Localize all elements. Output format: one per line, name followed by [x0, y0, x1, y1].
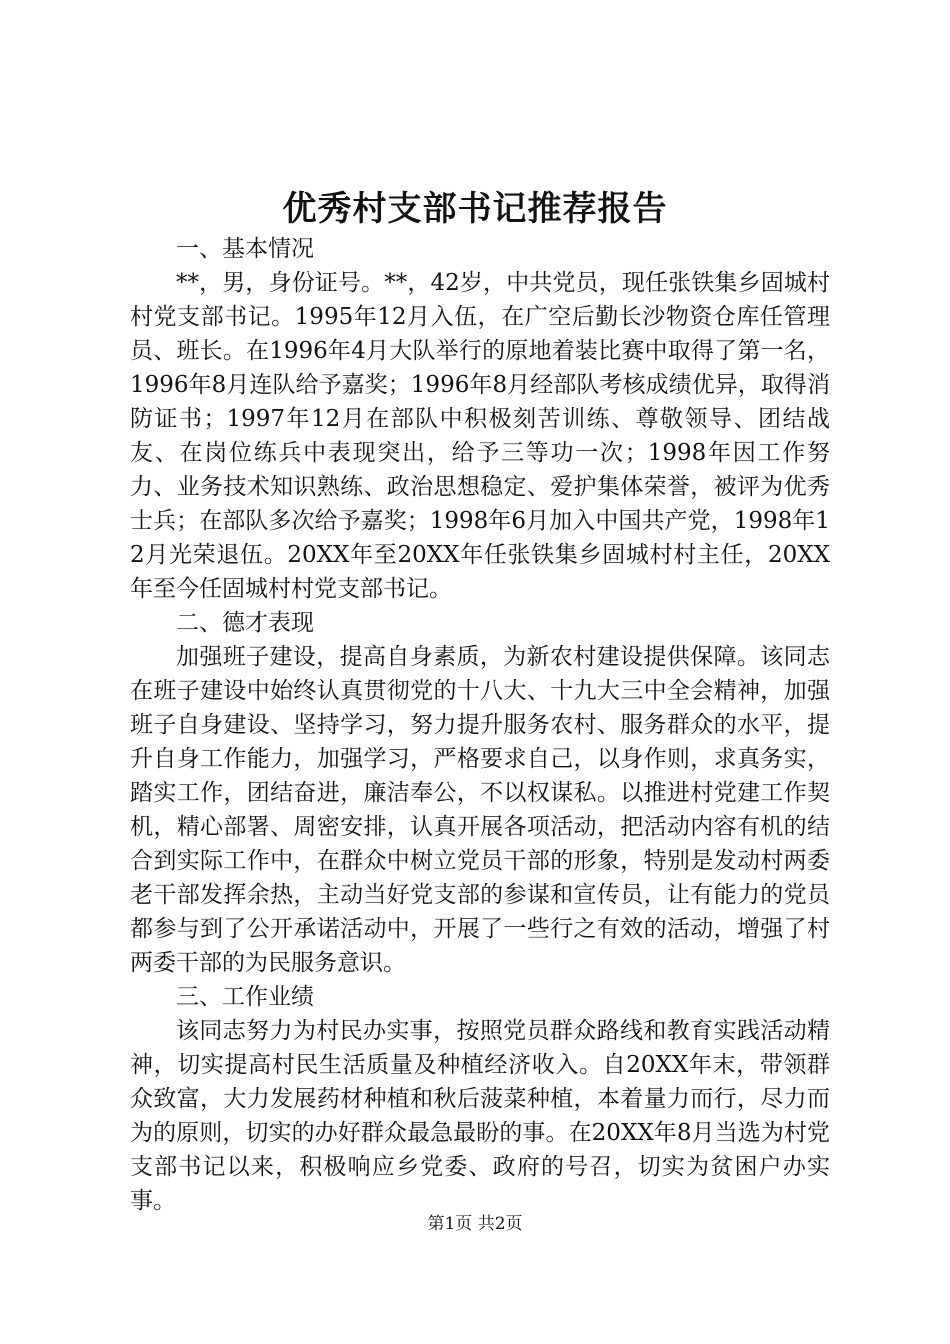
- section-heading-basic-info: 一、基本情况: [176, 236, 314, 262]
- page-number-footer: 第1页 共2页: [427, 1214, 523, 1234]
- section-paragraph-basic-info: **，男，身份证号。**，42岁，中共党员，现任张铁集乡固城村村党支部书记。1995年12月入伍，在广空后勤长沙物资仓库任管理员、班长。在1996年4月大队举行的原地着装比赛中取得了第一名，1996年8月连队给予嘉奖；1996年8月经部队考核成绩优异，取得消防证书；1997年12月在部队中积极刻苦训练、尊敬领导、团结战友、在岗位练兵中表现突出，给予三等功一次；1998年因工作努力、业务技术知识熟练、政治思想稳定、爱护集体荣誉，被评为优秀士兵；在部队多次给予嘉奖；1998年6月加入中国共产党，1998年12月光荣退伍。20XX年至20XX年任张铁集乡固城村村主任，20XX年至今任固城村村党支部书记。: [130, 270, 830, 602]
- section-paragraph-performance: 加强班子建设，提高自身素质，为新农村建设提供保障。该同志在班子建设中始终认真贯彻党的十八大、十九大三中全会精神，加强班子自身建设、坚持学习，努力提升服务农村、服务群众的水平，提升自身工作能力，加强学习，严格要求自己，以身作则，求真务实，踏实工作，团结奋进，廉洁奉公，不以权谋私。以推进村党建工作契机，精心部署、周密安排，认真开展各项活动，把活动内容有机的结合到实际工作中，在群众中树立党员干部的形象，特别是发动村两委老干部发挥余热，主动当好党支部的参谋和宣传员，让有能力的党员都参与到了公开承诺活动中，开展了一些行之有效的活动，增强了村两委干部的为民服务意识。: [130, 644, 830, 976]
- section-heading-performance: 二、德才表现: [176, 610, 314, 636]
- document-title: 优秀村支部书记推荐报告: [282, 189, 668, 229]
- document-body: [130, 232, 830, 1218]
- section-paragraph-achievements: 该同志努力为村民办实事，按照党员群众路线和教育实践活动精神，切实提高村民生活质量及种植经济收入。自20XX年末，带领群众致富，大力发展药材种植和秋后菠菜种植，本着量力而行，尽力而为的原则，切实的办好群众最急最盼的事。在20XX年8月当选为村党支部书记以来，积极响应乡党委、政府的号召，切实为贫困户办实事。: [130, 1018, 830, 1214]
- section-heading-achievements: 三、工作业绩: [176, 984, 314, 1010]
